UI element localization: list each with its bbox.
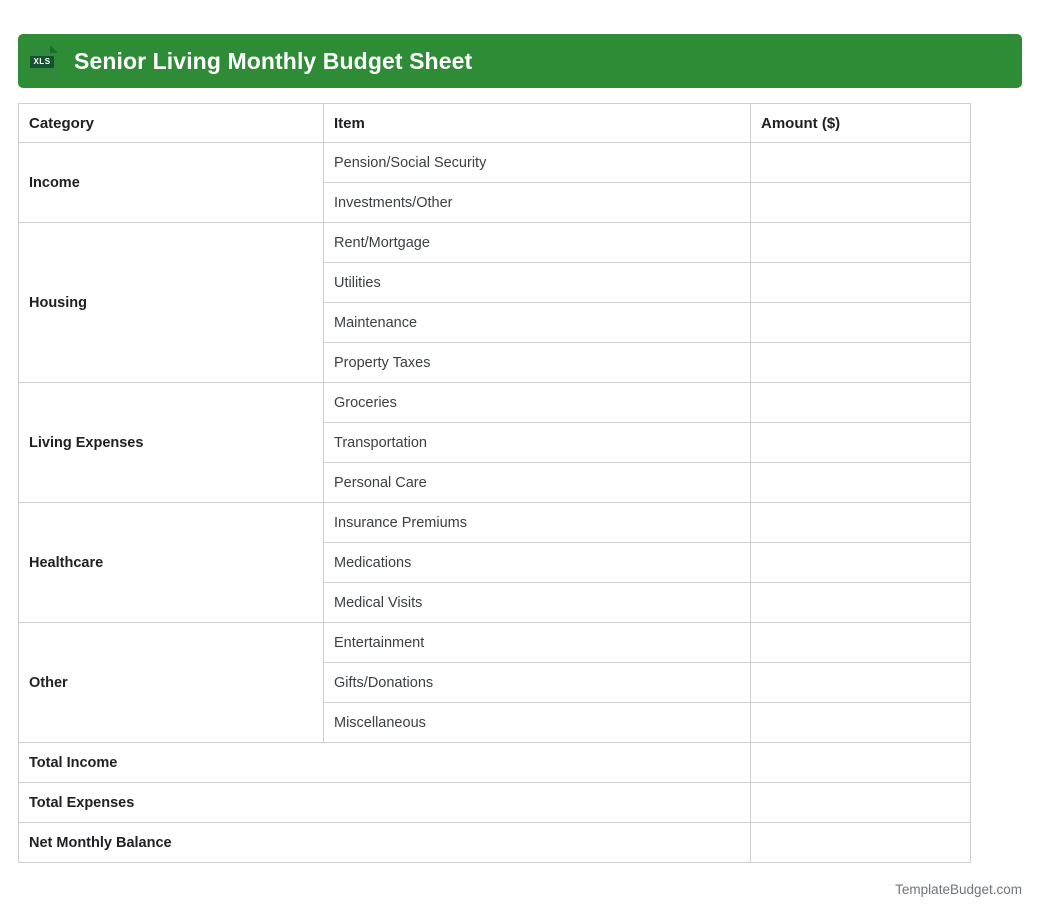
category-cell: Healthcare bbox=[19, 503, 324, 623]
total-amount-cell[interactable] bbox=[751, 823, 971, 863]
item-cell: Maintenance bbox=[324, 303, 751, 343]
item-cell: Rent/Mortgage bbox=[324, 223, 751, 263]
file-icon-format-label: XLS bbox=[30, 56, 54, 68]
total-row bbox=[19, 743, 971, 783]
amount-input-cell[interactable] bbox=[751, 303, 971, 343]
amount-input-cell[interactable] bbox=[751, 703, 971, 743]
amount-input-cell[interactable] bbox=[751, 343, 971, 383]
table-body bbox=[19, 143, 971, 863]
item-cell: Entertainment bbox=[324, 623, 751, 663]
table-row bbox=[19, 143, 971, 183]
total-label-cell: Total Income bbox=[19, 743, 751, 783]
amount-input-cell[interactable] bbox=[751, 143, 971, 183]
amount-input-cell[interactable] bbox=[751, 263, 971, 303]
item-cell: Transportation bbox=[324, 423, 751, 463]
total-amount-cell[interactable] bbox=[751, 783, 971, 823]
column-header-category: Category bbox=[19, 104, 324, 143]
category-cell: Living Expenses bbox=[19, 383, 324, 503]
amount-input-cell[interactable] bbox=[751, 503, 971, 543]
column-header-item: Item bbox=[324, 104, 751, 143]
total-row bbox=[19, 783, 971, 823]
item-cell: Groceries bbox=[324, 383, 751, 423]
amount-input-cell[interactable] bbox=[751, 463, 971, 503]
table-head bbox=[19, 104, 971, 143]
xls-file-icon bbox=[30, 44, 60, 78]
footer-attribution: TemplateBudget.com bbox=[895, 882, 1022, 897]
table-header-row bbox=[19, 104, 971, 143]
category-cell: Housing bbox=[19, 223, 324, 383]
table-row bbox=[19, 623, 971, 663]
page-title: Senior Living Monthly Budget Sheet bbox=[74, 47, 473, 74]
document-title-bar bbox=[18, 34, 1022, 88]
amount-input-cell[interactable] bbox=[751, 423, 971, 463]
item-cell: Pension/Social Security bbox=[324, 143, 751, 183]
amount-input-cell[interactable] bbox=[751, 663, 971, 703]
total-label-cell: Net Monthly Balance bbox=[19, 823, 751, 863]
item-cell: Property Taxes bbox=[324, 343, 751, 383]
table-row bbox=[19, 503, 971, 543]
category-cell: Income bbox=[19, 143, 324, 223]
table-row bbox=[19, 223, 971, 263]
budget-table bbox=[18, 103, 971, 863]
total-row bbox=[19, 823, 971, 863]
total-label-cell: Total Expenses bbox=[19, 783, 751, 823]
amount-input-cell[interactable] bbox=[751, 183, 971, 223]
column-header-amount: Amount ($) bbox=[751, 104, 971, 143]
table-row bbox=[19, 383, 971, 423]
amount-input-cell[interactable] bbox=[751, 383, 971, 423]
item-cell: Gifts/Donations bbox=[324, 663, 751, 703]
amount-input-cell[interactable] bbox=[751, 623, 971, 663]
amount-input-cell[interactable] bbox=[751, 583, 971, 623]
total-amount-cell[interactable] bbox=[751, 743, 971, 783]
item-cell: Utilities bbox=[324, 263, 751, 303]
item-cell: Insurance Premiums bbox=[324, 503, 751, 543]
item-cell: Personal Care bbox=[324, 463, 751, 503]
item-cell: Investments/Other bbox=[324, 183, 751, 223]
amount-input-cell[interactable] bbox=[751, 223, 971, 263]
item-cell: Medications bbox=[324, 543, 751, 583]
item-cell: Miscellaneous bbox=[324, 703, 751, 743]
amount-input-cell[interactable] bbox=[751, 543, 971, 583]
item-cell: Medical Visits bbox=[324, 583, 751, 623]
category-cell: Other bbox=[19, 623, 324, 743]
file-icon-fold-corner bbox=[50, 45, 58, 53]
